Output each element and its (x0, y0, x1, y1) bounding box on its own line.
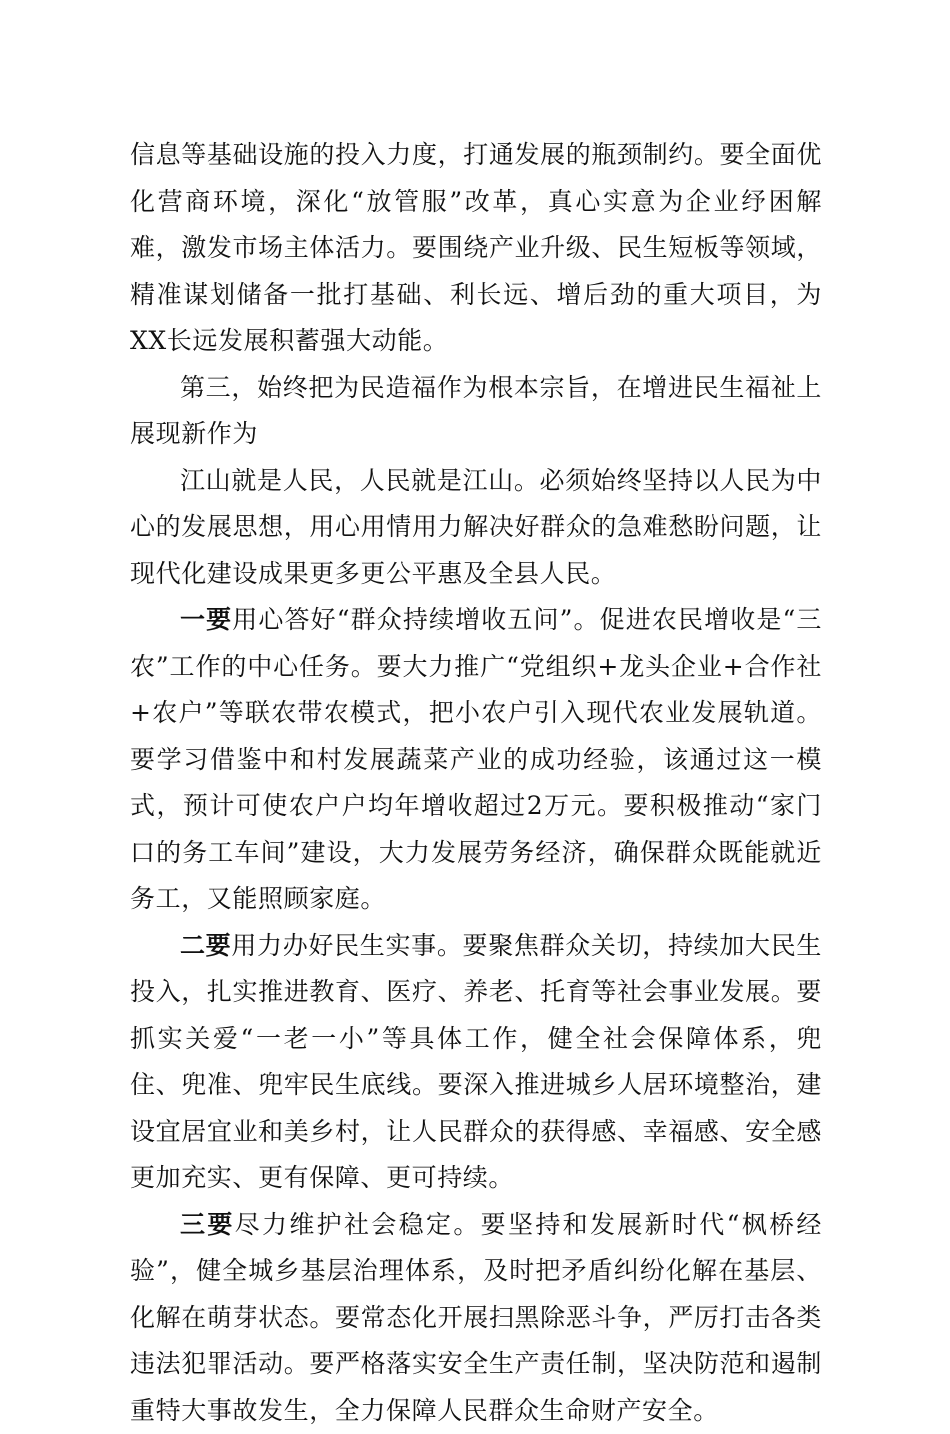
paragraph-1 (130, 132, 822, 365)
document-body (130, 132, 822, 1434)
paragraph-6 (130, 1202, 822, 1434)
paragraph-lead: 一要 (180, 605, 232, 634)
paragraph-3 (130, 458, 822, 598)
paragraph-text: 江山就是人民，人民就是江山。必须始终坚持以人民为中心的发展思想，用心用情用力解决好群众的急难愁盼问题，让现代化建设成果更多更公平惠及全县人民。 (130, 466, 822, 588)
paragraph-text: 用心答好“群众持续增收五问”。促进农民增收是“三农”工作的中心任务。要大力推广“党组织+龙头企业+合作社+农户”等联农带农模式，把小农户引入现代农业发展轨道。要学习借鉴中和村发展蔬菜产业的成功经验，该通过这一模式，预计可使农户户均年增收超过2万元。要积极推动“家门口的务工车间”建设，大力发展劳务经济，确保群众既能就近务工，又能照顾家庭。 (130, 605, 822, 913)
section-heading-text: 第三，始终把为民造福作为根本宗旨，在增进民生福祉上展现新作为 (130, 373, 822, 449)
paragraph-5 (130, 923, 822, 1202)
paragraph-text: 信息等基础设施的投入力度，打通发展的瓶颈制约。要全面优化营商环境，深化“放管服”改革，真心实意为企业纾困解难，激发市场主体活力。要围绕产业升级、民生短板等领域，精准谋划储备一批打基础、利长远、增后劲的重大项目，为XX长远发展积蓄强大动能。 (130, 140, 822, 355)
paragraph-lead: 三要 (180, 1210, 235, 1239)
paragraph-text: 用力办好民生实事。要聚焦群众关切，持续加大民生投入，扎实推进教育、医疗、养老、托育等社会事业发展。要抓实关爱“一老一小”等具体工作，健全社会保障体系，兜住、兜准、兜牢民生底线。要深入推进城乡人居环境整治，建设宜居宜业和美乡村，让人民群众的获得感、幸福感、安全感更加充实、更有保障、更可持续。 (130, 931, 822, 1193)
section-heading (130, 365, 822, 458)
paragraph-text: 尽力维护社会稳定。要坚持和发展新时代“枫桥经验”，健全城乡基层治理体系，及时把矛盾纠纷化解在基层、化解在萌芽状态。要常态化开展扫黑除恶斗争，严厉打击各类违法犯罪活动。要严格落实安全生产责任制，坚决防范和遏制重特大事故发生，全力保障人民群众生命财产安全。 (130, 1210, 822, 1425)
paragraph-lead: 二要 (180, 931, 231, 960)
paragraph-4 (130, 597, 822, 923)
